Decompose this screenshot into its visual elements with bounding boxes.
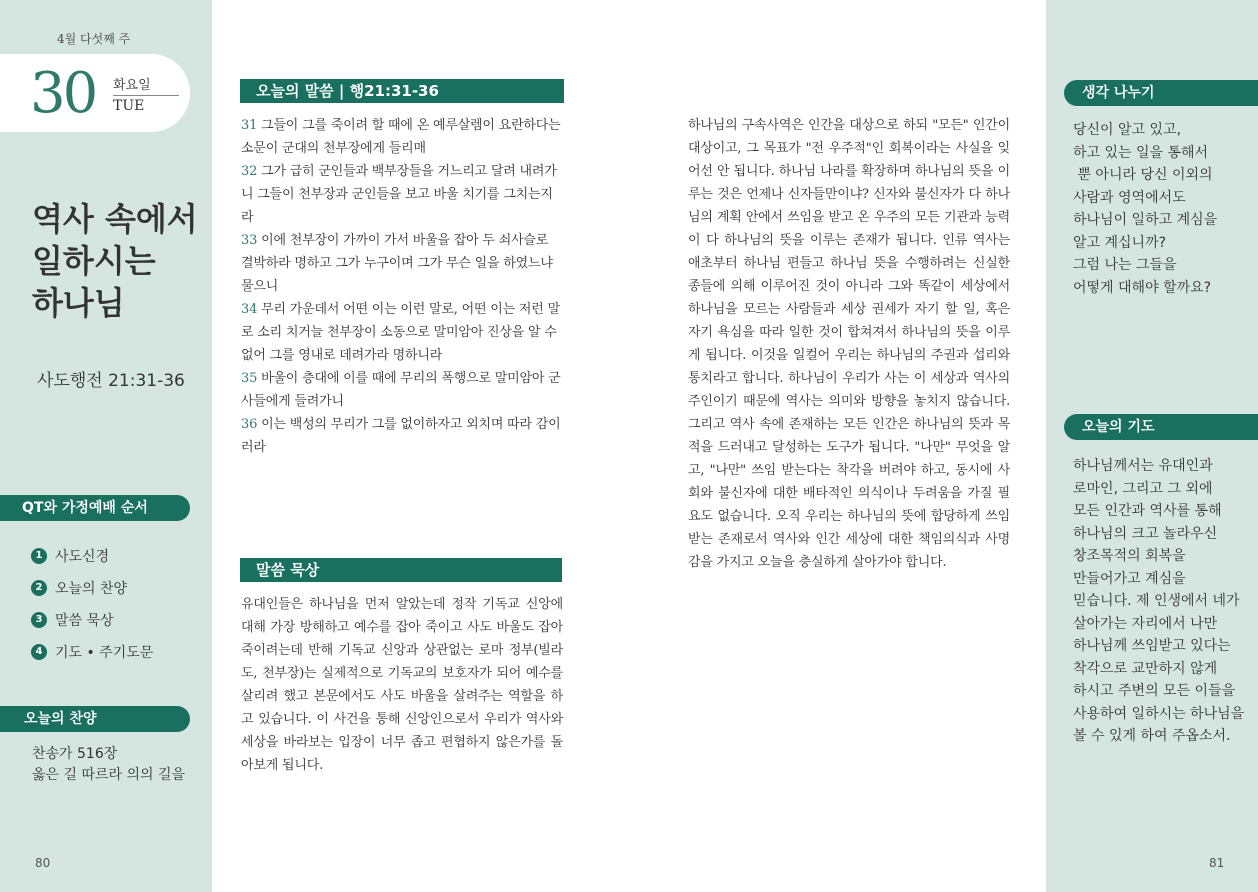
day-divider bbox=[113, 95, 179, 96]
order-number-badge: 4 bbox=[31, 644, 47, 660]
verse-number: 32 bbox=[241, 164, 258, 179]
meditation-paragraph-2: 하나님의 구속사역은 인간을 대상으로 하되 "모든" 인간이 대상이고, 그 목표가 "전 우주적"인 회복이라는 사실을 잊어선 안 됩니다. 하나님 나라를 확장하며 하나님의 뜻을 이루는 것은 언제나 신자들만이냐? 신자와 불신자가 다 하나님의 계획 안에서 쓰임을 받고 온 우주의 모든 기관과 능력이 다 하나님의 뜻을 이루는 존재가 됩니다. 인류 역사는 애초부터 하나님 편들고 하나님 뜻을 수행하려는 신실한 종들에 의해 이루어진 것이 아니라 그와 똑같이 세상에서 하나님을 모르는 사람들과 세상 권세가 자기 할 일, 혹은 자기 욕심을 따라 일한 것이 합쳐져서 하나님의 뜻을 이루게 됩니다. 이것을 일컬어 우리는 하나님의 주권과 섭리와 통치라고 합니다. 하나님이 우리가 사는 이 세상과 역사의 주인이기 때문에 역사는 의미와 방향을 놓치지 않습니다. 그리고 역사 속에 존재하는 모든 인간은 하나님의 뜻과 목적을 드러내고 달성하는 도구가 됩니다. "나만" 무엇을 알고, "나만" 쓰임 받는다는 착각을 버려야 하고, 동시에 사회와 불신자에 대한 배타적인 의식이나 두려움을 가질 필요도 없습니다. 오직 우리는 하나님의 뜻에 합당하게 쓰임받는 존재로서 역사와 인간 세상에 대한 책임의식과 사명감을 가지고 오늘을 충실하게 살아가야 합니다. bbox=[688, 118, 1010, 570]
week-label: 4월 다섯째 주 bbox=[57, 32, 131, 46]
sharing-line: 뿐 아니라 당신 이외의 bbox=[1073, 167, 1213, 183]
page-number-left: 80 bbox=[35, 856, 51, 870]
verse-text: 이에 천부장이 가까이 가서 바울을 잡아 두 쇠사슬로 결박하라 명하고 그가 누구이며 그가 무슨 일을 하였느냐 물으니 bbox=[241, 233, 553, 294]
sharing-line: 알고 계십니까? bbox=[1073, 234, 1167, 251]
sharing-line: 하고 있는 일을 통해서 bbox=[1073, 144, 1209, 161]
prayer-line: 착각으로 교만하지 않게 bbox=[1073, 660, 1218, 677]
hymn-number: 찬송가 516장 bbox=[32, 746, 118, 762]
verse bbox=[241, 298, 563, 367]
meditation-header: 말씀 묵상 bbox=[240, 558, 562, 582]
sharing-line: 그럼 나는 그들을 bbox=[1073, 257, 1177, 273]
verse-text: 무리 가운데서 어떤 이는 이런 말로, 어떤 이는 저런 말로 소리 치거늘 천부장이 소동으로 말미암아 진상을 알 수 없어 그를 영내로 데려가라 명하니라 bbox=[241, 302, 560, 363]
sharing-line: 하나님이 일하고 계심을 bbox=[1073, 212, 1218, 228]
order-number-badge: 1 bbox=[31, 548, 47, 564]
order-item bbox=[31, 636, 153, 668]
title-line-2: 일하시는 bbox=[32, 242, 156, 280]
order-item-label: 오늘의 찬양 bbox=[55, 581, 128, 597]
scripture-reference: 사도행전 21:31-36 bbox=[37, 371, 185, 391]
order-item bbox=[31, 540, 153, 572]
verse bbox=[241, 229, 563, 298]
verse-number: 33 bbox=[241, 233, 258, 248]
verse bbox=[241, 413, 563, 459]
verse-number: 36 bbox=[241, 417, 258, 432]
prayer-line: 하나님께서는 유대인과 bbox=[1073, 458, 1213, 474]
hymn-header: 오늘의 찬양 bbox=[0, 706, 190, 732]
prayer-line: 하나님의 크고 놀라우신 bbox=[1073, 525, 1218, 542]
verse bbox=[241, 367, 563, 413]
order-item-label: 말씀 묵상 bbox=[55, 613, 114, 629]
prayer-line: 만들어가고 계심을 bbox=[1073, 570, 1186, 587]
prayer-line: 살아가는 자리에서 나만 bbox=[1073, 615, 1218, 632]
order-number-badge: 2 bbox=[31, 580, 47, 596]
order-item-label: 사도신경 bbox=[55, 549, 110, 565]
order-item-label: 기도 • 주기도문 bbox=[55, 645, 154, 661]
prayer-line: 하나님께 쓰임받고 있다는 bbox=[1073, 638, 1231, 654]
verse-text: 그가 급히 군인들과 백부장들을 거느리고 달려 내려가니 그들이 천부장과 군인들을 보고 바울 치기를 그치는지라 bbox=[241, 164, 557, 225]
sharing-line: 사람과 영역에서도 bbox=[1073, 189, 1186, 206]
prayer-line: 믿습니다. 제 인생에서 네가 bbox=[1073, 593, 1240, 609]
prayer-line: 볼 수 있게 하여 주옵소서. bbox=[1073, 728, 1231, 744]
prayer-line: 하시고 주변의 모든 이들을 bbox=[1073, 683, 1236, 699]
verse-list bbox=[241, 114, 563, 459]
title-line-3: 하나님 bbox=[32, 284, 125, 322]
meditation-paragraph-1: 유대인들은 하나님을 먼저 알았는데 정작 기독교 신앙에 대해 가장 방해하고 예수를 잡아 죽이고 사도 바울도 잡아 죽이려는데 반해 기독교 신앙과 상관없는 로마 정부(빌라도, 천부장)는 실제적으로 기독교의 보호자가 되어 예수를 살리려 했고 본문에서도 사도 바울을 살려주는 역할을 하고 있습니다. 이 사건을 통해 신앙인으로서 우리가 역사와 세상을 바라보는 입장이 너무 좁고 편협하지 않은가를 돌아보게 됩니다. bbox=[241, 597, 563, 773]
page-title bbox=[32, 198, 198, 324]
verse-number: 31 bbox=[241, 118, 258, 133]
day-english: TUE bbox=[113, 98, 145, 114]
verse bbox=[241, 114, 563, 160]
verse-text: 그들이 그를 죽이려 할 때에 온 예루살렘이 요란하다는 소문이 군대의 천부장에게 들리매 bbox=[241, 118, 561, 156]
date-number: 30 bbox=[30, 61, 96, 126]
hymn-info bbox=[32, 744, 185, 786]
verse bbox=[241, 160, 563, 229]
day-korean: 화요일 bbox=[113, 78, 151, 93]
order-item bbox=[31, 572, 153, 604]
verse-text: 바울이 층대에 이를 때에 무리의 폭행으로 말미암아 군사들에게 들려가니 bbox=[241, 371, 561, 409]
sharing-header: 생각 나누기 bbox=[1064, 80, 1258, 106]
order-header: QT와 가정예배 순서 bbox=[0, 495, 190, 521]
prayer-header: 오늘의 기도 bbox=[1064, 414, 1258, 440]
verse-text: 이는 백성의 무리가 그를 없이하자고 외치며 따라 감이러라 bbox=[241, 417, 561, 455]
prayer-line: 모든 인간과 역사를 통해 bbox=[1073, 503, 1222, 519]
prayer-line: 창조목적의 회복을 bbox=[1073, 548, 1186, 564]
prayer-text bbox=[1073, 455, 1253, 748]
order-number-badge: 3 bbox=[31, 612, 47, 628]
sharing-text bbox=[1073, 119, 1253, 299]
sharing-line: 어떻게 대해야 할까요? bbox=[1073, 279, 1212, 296]
prayer-line: 사용하여 일하시는 하나님을 bbox=[1073, 705, 1245, 722]
page-number-right: 81 bbox=[1209, 856, 1225, 870]
title-line-1: 역사 속에서 bbox=[32, 200, 198, 238]
order-item bbox=[31, 604, 153, 636]
hymn-title: 옳은 길 따르라 의의 길을 bbox=[32, 767, 186, 783]
prayer-line: 로마인, 그리고 그 외에 bbox=[1073, 480, 1213, 497]
verse-number: 34 bbox=[241, 302, 258, 317]
sharing-line: 당신이 알고 있고, bbox=[1073, 122, 1182, 138]
verse-number: 35 bbox=[241, 371, 258, 386]
word-header: 오늘의 말씀 | 행21:31-36 bbox=[240, 79, 564, 103]
order-list bbox=[31, 540, 153, 668]
